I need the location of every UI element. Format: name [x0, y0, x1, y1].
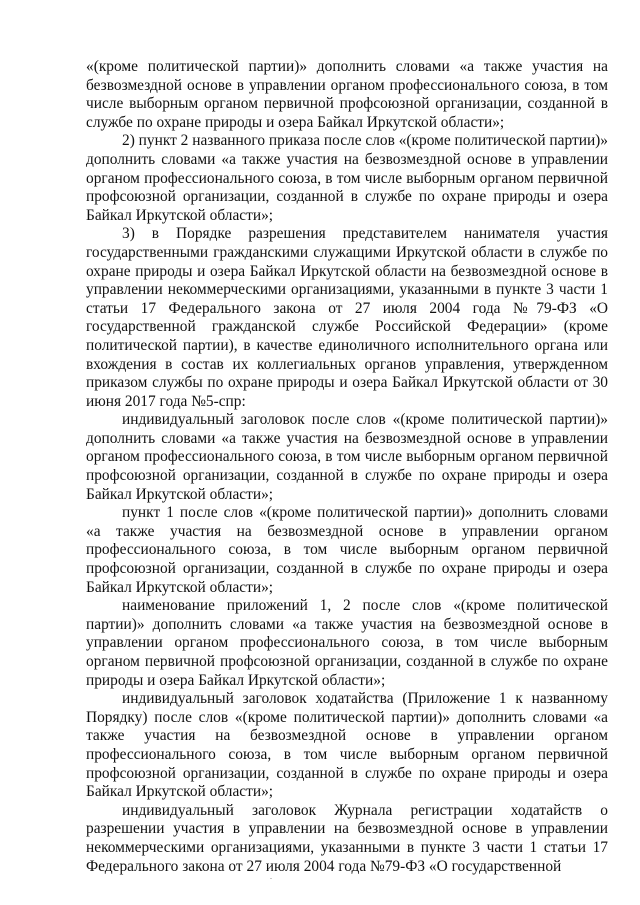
- paragraph-item-2: 2) пункт 2 названного приказа после слов «(кроме политической партии)» дополнить словами «а также участия на безвозмездной основе в управлении органом профессионального союза, в том числе выборным органом первичной профсоюзной организации, созданной в службе по охране природы и озера Байкал Иркутской области»;: [86, 132, 608, 224]
- paragraph-1-continuation: «(кроме политической партии)» дополнить словами «а также участия на безвозмездной основе в управлении органом профессионального союза, в том числе выборным органом первичной профсоюзной организации, созданной в службе по охране природы и озера Байкал Иркутской области»;: [86, 58, 608, 131]
- paragraph-petition-title: индивидуальный заголовок ходатайства (Приложение 1 к названному Порядку) после слов «(кроме политической партии)» дополнить словами «а также участия на безвозмездной основе в управлении органом профессионального союза, в том числе выборным органом первичной профсоюзной организации, созданной в службе по охране природы и озера Байкал Иркутской области»;: [86, 690, 608, 801]
- paragraph-individual-title: индивидуальный заголовок после слов «(кроме политической партии)» дополнить словами «а также участия на безвозмездной основе в управлении органом профессионального союза, в том числе выборным органом первичной профсоюзной организации, созданной в службе по охране природы и озера Байкал Иркутской области»;: [86, 411, 608, 503]
- document-body: [86, 58, 608, 876]
- paragraph-appendix-names: наименование приложений 1, 2 после слов «(кроме политической партии)» дополнить словами «а также участия на безвозмездной основе в управлении органом профессионального союза, в том числе выборным органом первичной профсоюзной организации, созданной в службе по охране природы и озера Байкал Иркутской области»;: [86, 597, 608, 689]
- scan-artifact-dot: [270, 878, 272, 879]
- paragraph-point-1: пункт 1 после слов «(кроме политической партии)» дополнить словами «а также участия на безвозмездной основе в управлении органом профессионального союза, в том числе выборным органом первичной профсоюзной организации, созданной в службе по охране природы и озера Байкал Иркутской области»;: [86, 504, 608, 596]
- paragraph-journal-title: индивидуальный заголовок Журнала регистрации ходатайств о разрешении участия в управлении на безвозмездной основе в управлении некоммерческими организациями, указанными в пункте 3 части 1 статьи 17 Федерального закона от 27 июля 2004 года №79-ФЗ «О государственной: [86, 801, 608, 875]
- paragraph-item-3: 3) в Порядке разрешения представителем нанимателя участия государственными гражданскими служащими Иркутской области в службе по охране природы и озера Байкал Иркутской области на безвозмездной основе в управлении некоммерческими организациями, указанными в пункте 3 части 1 статьи 17 Федерального закона от 27 июля 2004 года №79-ФЗ «О государственной гражданской службе Российской Федерации» (кроме политической партии), в качестве единоличного исполнительного органа или вхождения в состав их коллегиальных органов управления, утвержденном приказом службы по охране природы и озера Байкал Иркутской области от 30 июня 2017 года №5-спр:: [86, 225, 608, 410]
